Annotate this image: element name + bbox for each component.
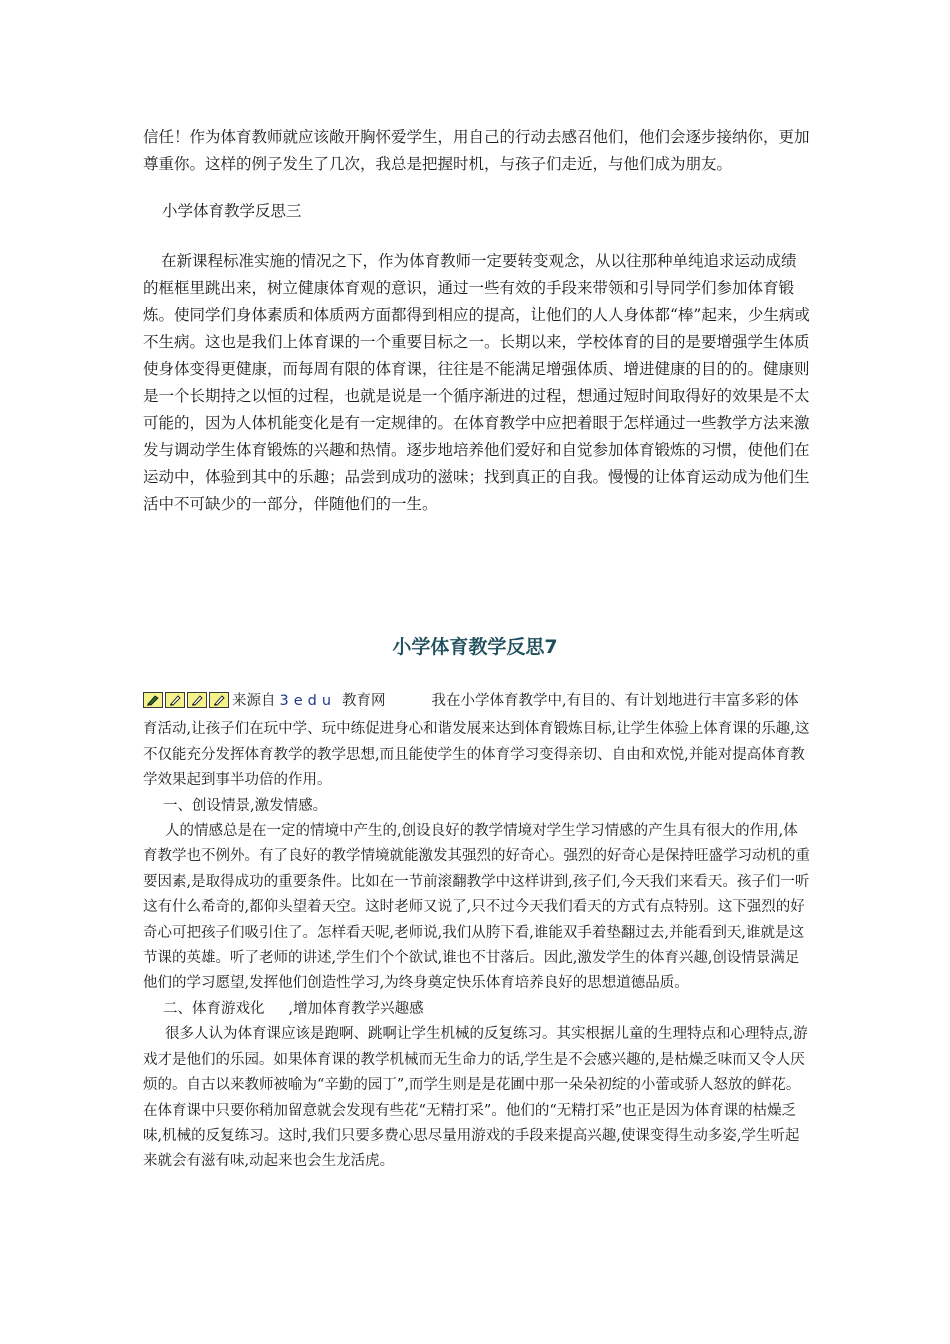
pen-icon	[209, 692, 229, 708]
source-icons	[143, 692, 231, 717]
heading-2-part-b: ,增加体育教学兴趣感	[288, 1000, 424, 1017]
article-title: 小学体育教学反思7	[392, 636, 558, 658]
source-site-link[interactable]: 3edu	[279, 693, 337, 709]
source-prefix: 来源自	[232, 693, 276, 709]
heading-1: 一、创设情景,激发情感。	[163, 797, 328, 814]
pen-icon	[187, 692, 207, 708]
pen-icon	[165, 692, 185, 708]
paragraph-2: 很多人认为体育课应该是跑啊、跳啊让学生机械的反复练习。其实根据儿童的生理特点和心理特点,游戏才是他们的乐园。如果体育课的教学机械而无生命力的话,学生是不会感兴趣的,是枯燥乏味而又令人厌烦的。自古以来教师被喻为“辛勤的园丁”,而学生则是是花圃中那一朵朵初绽的小蕾或骄人怒放的鲜花。在体育课中只要你稍加留意就会发现有些花“无精打采”。他们的“无精打采”也正是因为体育课的枯燥乏味,机械的反复练习。这时,我们只要多费心思尽量用游戏的手段来提高兴趣,使课变得生动多姿,学生听起来就会有滋有味,动起来也会生龙活虎。	[143, 1026, 808, 1170]
heading-2-part-a: 二、体育游戏化	[163, 1000, 265, 1017]
section3-title: 小学体育教学反思三	[162, 202, 302, 220]
source-suffix: 教育网	[342, 693, 386, 709]
pencil-icon	[143, 692, 163, 708]
paragraph-1: 人的情感总是在一定的情境中产生的,创设良好的教学情境对学生学习情感的产生具有很大的作用,体育教学也不例外。有了良好的教学情境就能激发其强烈的好奇心。强烈的好奇心是保持旺盛学习动机的重要因素,是取得成功的重要条件。比如在一节前滚翻教学中这样讲到,孩子们,今天我们来看天。孩子们一听这有什么希奇的,都仰头望着天空。这时老师又说了,只不过今天我们看天的方式有点特别。这下强烈的好奇心可把孩子们吸引住了。怎样看天呢,老师说,我们从胯下看,谁能双手着垫翻过去,并能看到天,谁就是这节课的英雄。听了老师的讲述,学生们个个欲试,谁也不甘落后。因此,激发学生的体育兴趣,创设情景满足他们的学习愿望,发挥他们创造性学习,为终身奠定快乐体育培养良好的思想道德品质。	[143, 823, 810, 992]
article-intro: 我在小学体育教学中,有目的、有计划地进行丰富多彩的体育活动,让孩子们在玩中学、玩中练促进身心和谐发展来达到体育锻炼目标,让学生体验上体育课的乐趣,这不仅能充分发挥体育教学的教学思想,而且能使学生的体育学习变得亲切、自由和欢悦,并能对提高体育教学效果起到事半功倍的作用。	[143, 693, 810, 789]
source-line	[143, 689, 811, 794]
intro-paragraph: 信任！作为体育教师就应该敞开胸怀爱学生，用自己的行动去感召他们，他们会逐步接纳你，更加尊重你。这样的例子发生了几次，我总是把握时机，与孩子们走近，与他们成为朋友。	[143, 128, 810, 173]
section3-body: 在新课程标准实施的情况之下，作为体育教师一定要转变观念，从以往那种单纯追求运动成绩的框框里跳出来，树立健康体育观的意识，通过一些有效的手段来带领和引导同学们参加体育锻炼。使同学们身体素质和体质两方面都得到相应的提高，让他们的人人身体都“棒”起来，少生病或不生病。这也是我们上体育课的一个重要目标之一。长期以来，学校体育的目的是要增强学生体质使身体变得更健康，而每周有限的体育课，往往是不能满足增强体质、增进健康的目的的。健康则是一个长期持之以恒的过程，也就是说是一个循序渐进的过程，想通过短时间取得好的效果是不太可能的，因为人体机能变化是有一定规律的。在体育教学中应把着眼于怎样通过一些教学方法来激发与调动学生体育锻炼的兴趣和热情。逐步地培养他们爱好和自觉参加体育锻炼的习惯，使他们在运动中，体验到其中的乐趣；品尝到成功的滋味；找到真正的自我。慢慢的让体育运动成为他们生活中不可缺少的一部分，伴随他们的一生。	[143, 252, 810, 513]
heading-2	[143, 997, 811, 1022]
article-body	[143, 689, 811, 1175]
